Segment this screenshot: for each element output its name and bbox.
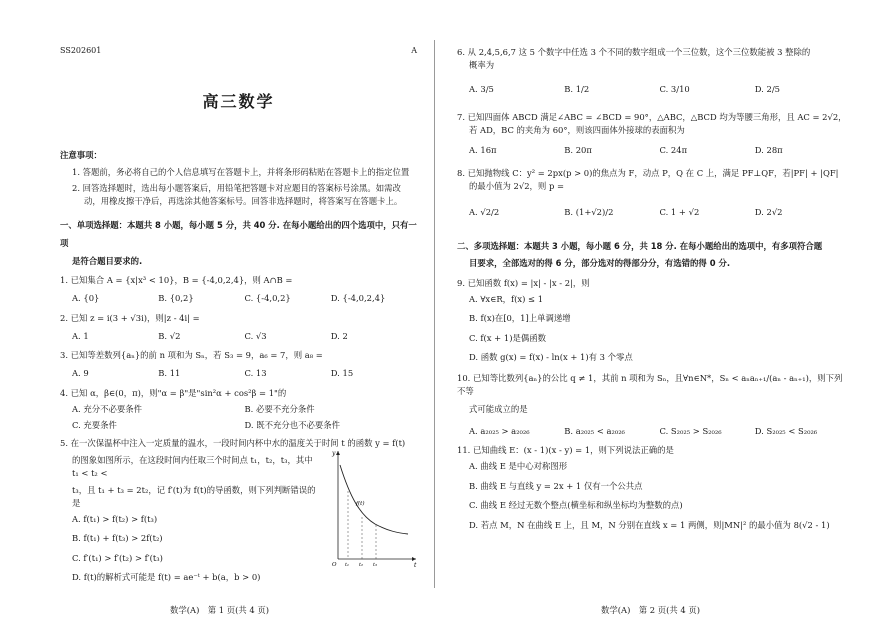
tick-t1: t₁	[345, 561, 350, 567]
option-d: D. 15	[330, 368, 354, 379]
option-a: A. 9	[72, 368, 89, 379]
section-heading-line: 是符合题目要求的.	[72, 255, 143, 266]
origin-label: O	[332, 561, 337, 567]
question-stem-line: 的图象如图所示，在这段时间内任取三个时间点 t₁，t₂，t₃，其中 t₁ < t₂ <	[72, 454, 313, 478]
option-a: A. 1	[72, 330, 89, 341]
option-a: A. f(t₁) > f(t₂) > f(t₃)	[72, 513, 158, 524]
question-10	[457, 372, 850, 437]
question-stem	[457, 111, 850, 137]
option-c: C. S₂₀₂₅ > S₂₀₂₆	[659, 425, 722, 436]
question-9	[457, 277, 850, 363]
option-b: B. 11	[158, 368, 181, 379]
question-11	[457, 444, 850, 530]
x-axis-label: t	[414, 561, 417, 567]
question-stem	[457, 372, 850, 416]
option-a: A. 3/5	[469, 84, 494, 95]
options-row	[60, 368, 417, 379]
option-c: C. f(x + 1)是偶函数	[469, 332, 546, 343]
options-row	[60, 420, 417, 431]
option-b: B. a₂₀₂₅ < a₂₀₂₆	[564, 425, 625, 436]
options-row	[457, 207, 850, 218]
option-d: D. 2√2	[754, 207, 783, 218]
option-c: C. √3	[244, 330, 267, 341]
option-d: D. S₂₀₂₅ < S₂₀₂₆	[754, 425, 818, 436]
question-2	[60, 312, 417, 342]
question-stem-line: 7. 已知四面体 ABCD 满足∠ABC = ∠BCD = 90°，△ABC，△BCD 均为等腰三角形，且 AC = 2√2，	[457, 111, 847, 122]
options-row	[457, 145, 850, 156]
right-page	[435, 0, 870, 629]
question-stem	[457, 46, 850, 72]
option-d: D. 既不充分也不必要条件	[244, 420, 340, 431]
temperature-graph	[330, 447, 420, 567]
option-a: A. √2/2	[469, 207, 500, 218]
option-c: C. 24π	[659, 144, 688, 155]
question-stem: 9. 已知函数 f(x) = |x| - |x - 2|，则	[457, 277, 590, 288]
question-3	[60, 349, 417, 379]
option-c: C. {-4,0,2}	[244, 293, 291, 304]
option-d: D. f(t)的解析式可能是 f(t) = ae⁻ᵗ + b(a，b > 0)	[72, 572, 261, 583]
y-axis-label: y	[332, 449, 336, 457]
question-stem: 5. 在一次保温杯中注入一定质量的温水，一段时间内杯中水的温度关于时间 t 的函数 y = f(t)	[60, 437, 406, 448]
options-row	[60, 331, 417, 342]
option-c: C. 充要条件	[72, 420, 117, 431]
section-heading-line: 一、单项选择题：本题共 8 小题，每小题 5 分，共 40 分. 在每小题给出的四个选项中，只有一项	[60, 220, 417, 248]
option-d: D. {-4,0,2,4}	[330, 293, 386, 304]
option-b: B. f(t₁) + f(t₃) > 2f(t₂)	[72, 533, 163, 544]
tick-t2: t₂	[359, 561, 364, 567]
question-body	[60, 454, 320, 583]
decay-curve	[340, 465, 408, 534]
question-stem-line: 式可能成立的是	[469, 403, 528, 414]
option-d: D. 28π	[754, 144, 783, 155]
question-stem: 2. 已知 z = i(3 + √3i)，则|z - 4i| =	[60, 312, 200, 323]
question-stem: 1. 已知集合 A = {x|x³ < 10}，B = {-4,0,2,4}，则 A∩B =	[60, 275, 293, 286]
option-b: B. 20π	[564, 144, 592, 155]
option-a: A. 充分不必要条件	[72, 403, 142, 414]
option-b: B. 必要不充分条件	[244, 403, 315, 414]
notice-heading: 注意事项：	[60, 150, 102, 160]
tick-t3: t₃	[373, 561, 378, 567]
question-stem	[457, 167, 850, 193]
question-stem-line: 6. 从 2,4,5,6,7 这 5 个数字中任选 3 个不同的数字组成一个三位数，这个三位数能被 3 整除的	[457, 47, 811, 57]
question-stem-line: 的最小值为 2√2，则 p =	[469, 181, 564, 192]
question-stem-line: 概率为	[469, 60, 495, 71]
question-stem-line: t₃，且 t₁ + t₃ = 2t₂，记 f′(t)为 f(t)的导函数，则下列判断错误的是	[72, 484, 316, 508]
option-d: D. 2	[330, 330, 348, 341]
option-c: C. 3/10	[659, 84, 690, 95]
exam-code: SS202601	[60, 46, 102, 55]
section-heading-line: 二、多项选择题：本题共 3 小题，每小题 6 分，共 18 分. 在每小题给出的选项中，有多项符合题	[457, 240, 823, 251]
option-b: B. 1/2	[564, 84, 590, 95]
option-b: B. √2	[158, 330, 181, 341]
option-c: C. 曲线 E 经过无数个整点(横坐标和纵坐标均为整数的点)	[469, 500, 683, 511]
option-a: A. 16π	[469, 144, 497, 155]
section-heading-line: 目要求，全部选对的得 6 分，部分选对的得部分分，有选错的得 0 分.	[469, 258, 730, 269]
question-stem: 11. 已知曲线 E：(x - 1)(x - y) = 1，则下列说法正确的是	[457, 445, 674, 456]
option-a: A. ∀x∈R，f(x) ≤ 1	[469, 293, 544, 304]
option-b: B. f(x)在[0，1]上单调递增	[469, 313, 571, 324]
option-b: B. 曲线 E 与直线 y = 2x + 1 仅有一个公共点	[469, 480, 643, 491]
notice-item: 2. 回答选择题时，选出每小题答案后，用铅笔把答题卡对应题目的答案标号涂黑。如需改动，用橡皮擦干净后，再选涂其他答案标号。回答非选择题时，将答案写在答题卡上。	[72, 183, 403, 206]
page-title: 高三数学	[202, 92, 275, 111]
question-4	[60, 387, 417, 431]
options-row	[60, 293, 417, 304]
option-d: D. 函数 g(x) = f(x) - ln(x + 1)有 3 个零点	[469, 352, 633, 363]
question-stem: 4. 已知 α，β∈(0，π)，则"α = β"是"sin²α + cos²β = 1"的	[60, 387, 287, 398]
options-row	[457, 84, 850, 95]
question-stem: 3. 已知等差数列{aₙ}的前 n 项和为 Sₙ，若 S₃ = 9，a₆ = 7，则 a₈ =	[60, 350, 323, 361]
question-6	[457, 46, 850, 95]
question-5	[60, 437, 417, 583]
question-stem-line: 8. 已知抛物线 C：y² = 2px(p > 0)的焦点为 F，动点 P，Q 在 C 上，满足 PF⊥QF，若|PF| + |QF|	[457, 168, 839, 179]
curve-label: f(t)	[356, 500, 365, 507]
question-7	[457, 111, 850, 156]
question-8	[457, 167, 850, 218]
y-axis-arrow	[336, 451, 340, 455]
option-c: C. 13	[244, 368, 267, 379]
page-footer: 数学(A) 第 1 页(共 4 页)	[170, 604, 270, 615]
option-b: B. (1+√2)/2	[564, 207, 614, 218]
option-a: A. {0}	[72, 293, 100, 304]
option-a: A. a₂₀₂₅ > a₂₀₂₆	[469, 425, 530, 436]
question-1	[60, 274, 417, 304]
option-d: D. 若点 M，N 在曲线 E 上，且 M，N 分别在直线 x = 1 两侧，则|MN|² 的最小值为 8(√2 - 1)	[469, 519, 830, 530]
x-axis-arrow	[412, 557, 416, 561]
section-heading	[457, 238, 850, 273]
exam-version: A	[411, 46, 417, 55]
option-c: C. 1 + √2	[659, 207, 700, 218]
page-header	[60, 46, 417, 56]
notice-item: 1. 答题前，务必将自己的个人信息填写在答题卡上，并将条形码粘贴在答题卡上的指定位置	[72, 166, 410, 177]
option-d: D. 2/5	[754, 84, 780, 95]
question-stem-line: 10. 已知等比数列{aₙ}的公比 q ≠ 1，其前 n 项和为 Sₙ，且∀n∈N*，Sₙ < aₙaₙ₊₁/(aₙ - aₙ₊₁)，则下列不等	[457, 372, 843, 396]
options-row	[457, 426, 850, 437]
notice-block	[60, 150, 417, 207]
section-heading	[60, 217, 417, 270]
page-footer: 数学(A) 第 2 页(共 4 页)	[601, 604, 701, 615]
option-a: A. 曲线 E 是中心对称图形	[469, 461, 568, 472]
option-b: B. {0,2}	[158, 293, 194, 304]
options-row	[60, 404, 417, 415]
option-c: C. f′(t₁) > f′(t₂) > f′(t₃)	[72, 552, 163, 563]
question-stem-line: 若 AD，BC 的夹角为 60°，则该四面体外接球的表面积为	[469, 124, 685, 135]
